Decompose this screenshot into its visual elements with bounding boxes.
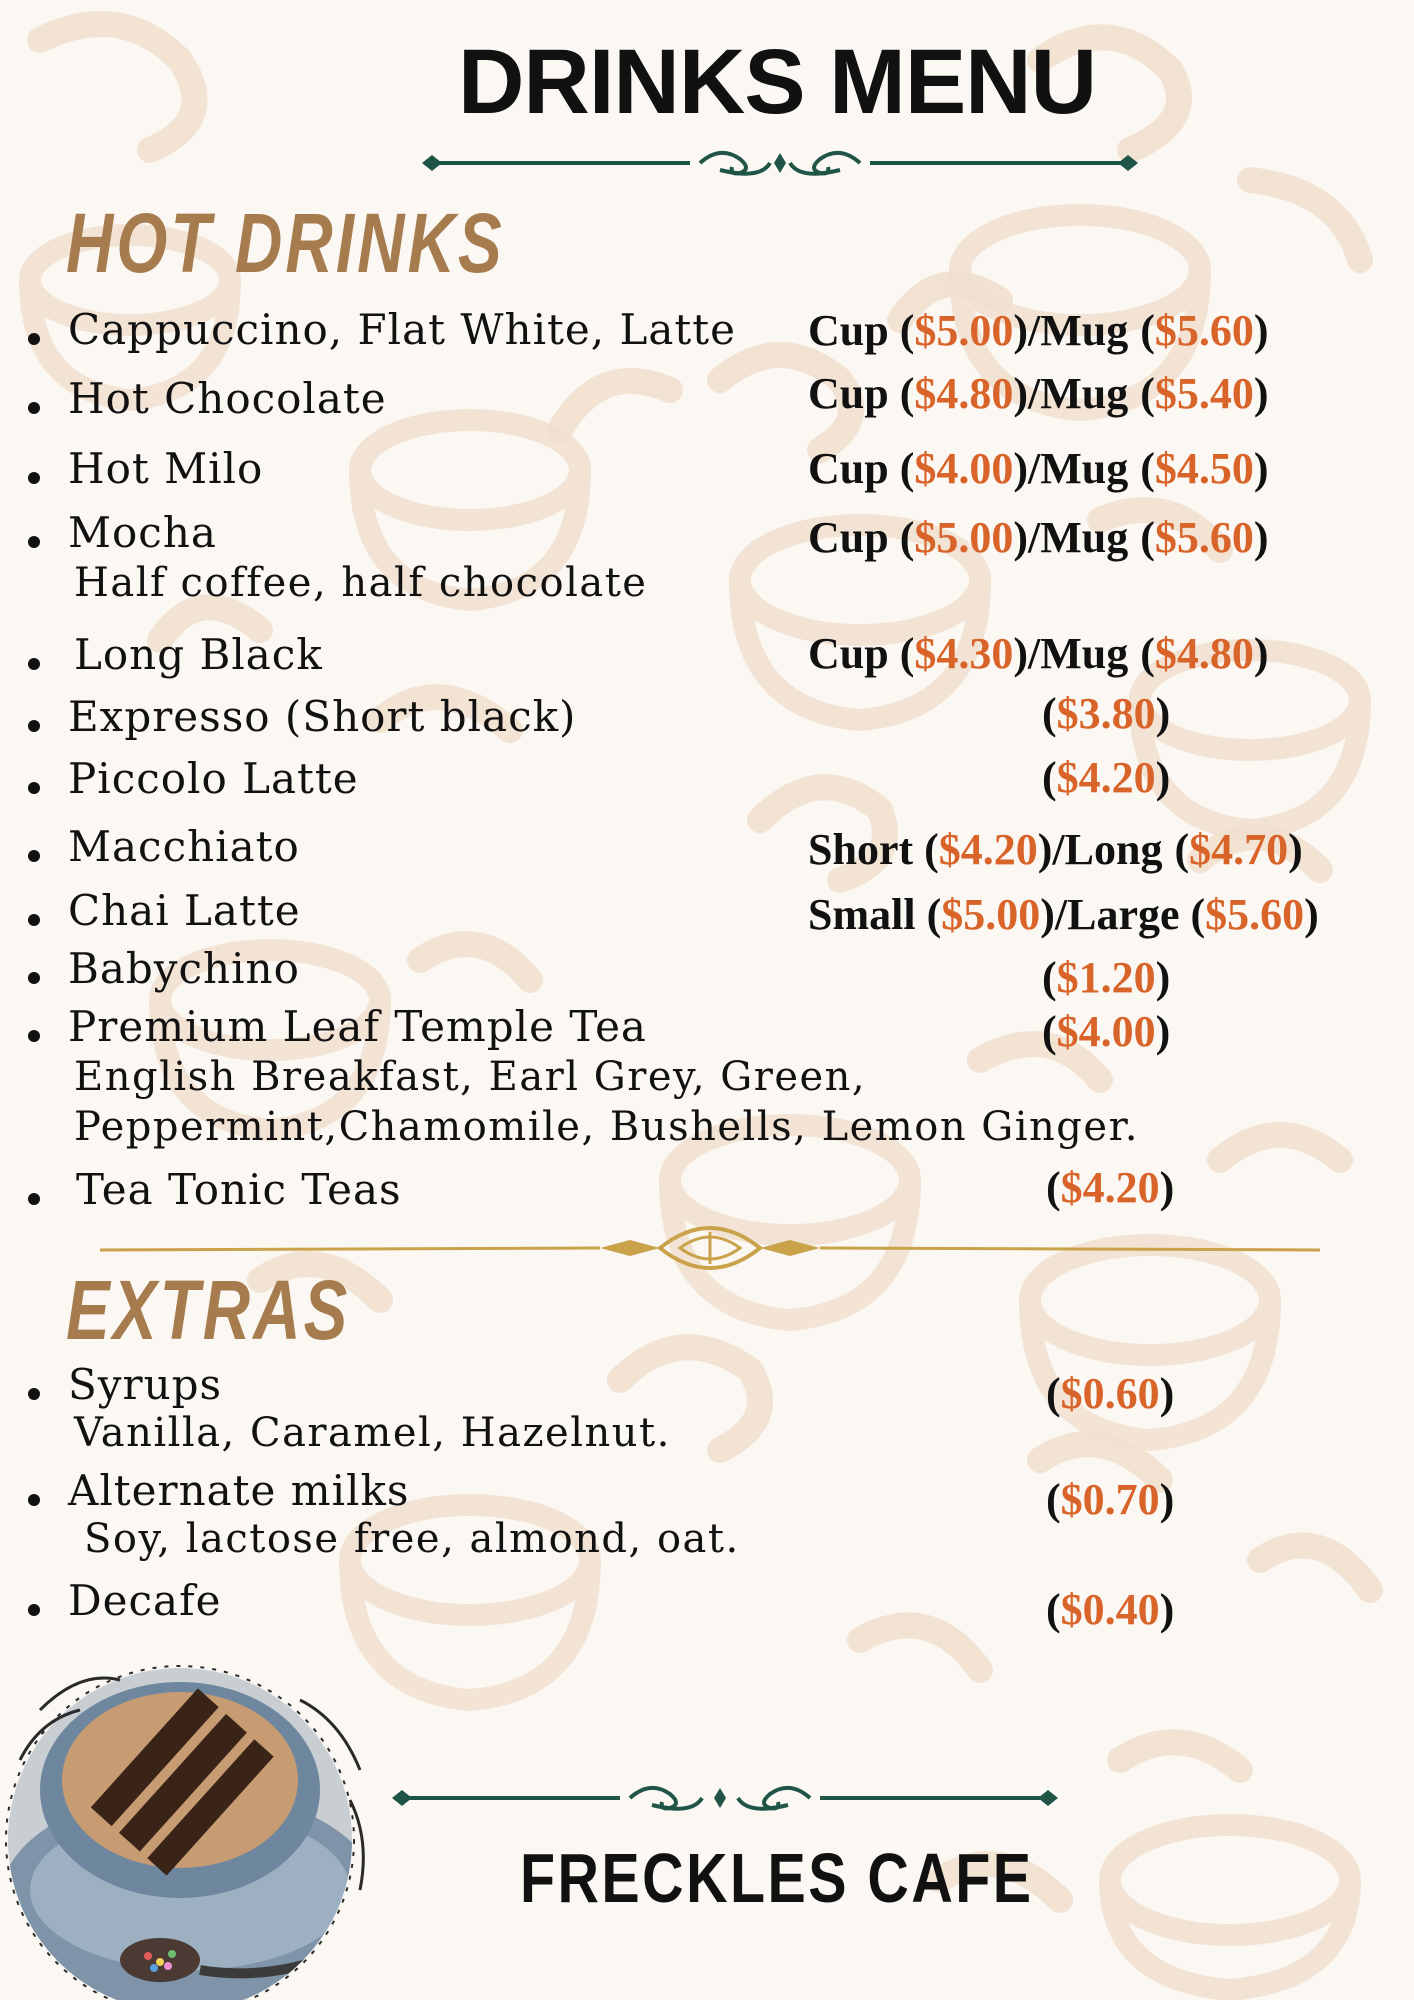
price-value: $0.60 (1060, 1369, 1160, 1418)
bullet-icon (28, 536, 40, 548)
hot-drink-item-name: Piccolo Latte (68, 754, 359, 803)
extra-item-price (1046, 1474, 1174, 1525)
price-label: ) (1155, 1007, 1171, 1056)
price-value: $4.00 (914, 444, 1014, 493)
hot-drinks-heading: HOT DRINKS (66, 196, 505, 290)
price-label: ) (1253, 369, 1269, 418)
menu-title: DRINKS MENU (457, 31, 1097, 133)
price-value: $0.40 (1060, 1585, 1160, 1634)
extra-item-price (1046, 1368, 1174, 1419)
bullet-icon (28, 972, 40, 984)
bullet-icon (28, 720, 40, 732)
price-label: ( (1042, 753, 1057, 802)
price-label: Cup ( (808, 306, 915, 355)
price-label: ) (1159, 1585, 1175, 1634)
price-label: )/Mug (1013, 444, 1129, 493)
extra-item-name: Alternate milks (68, 1466, 410, 1515)
bottom-ornament-divider (390, 1775, 1060, 1821)
hot-drink-item-name: Cappuccino, Flat White, Latte (68, 305, 736, 354)
hot-drink-item-name: Chai Latte (68, 886, 301, 935)
price-label: ( (1046, 1475, 1061, 1524)
price-label: ) (1288, 825, 1303, 874)
price-label: ( (1140, 369, 1155, 418)
price-value: $0.70 (1060, 1475, 1160, 1524)
bullet-icon (28, 782, 40, 794)
price-value: $4.00 (1056, 1007, 1156, 1056)
bullet-icon (28, 402, 40, 414)
bullet-icon (28, 850, 40, 862)
hot-drink-item-price (1046, 1162, 1174, 1213)
price-value: $5.00 (941, 890, 1041, 939)
hot-drink-item-name: Long Black (74, 630, 323, 679)
hot-drink-item-price (1042, 952, 1170, 1003)
price-label: )/Mug (1013, 629, 1129, 678)
bullet-icon (28, 472, 40, 484)
hot-drink-item-description: Half coffee, half chocolate (74, 560, 648, 606)
bullet-icon (28, 1193, 40, 1205)
hot-drink-item-price (1042, 752, 1170, 803)
hot-drink-item-price (808, 305, 1269, 356)
price-label: ) (1304, 890, 1319, 939)
price-value: $5.00 (914, 513, 1014, 562)
top-ornament-divider (420, 140, 1140, 186)
hot-drink-item-name: Hot Chocolate (68, 374, 387, 423)
hot-drink-item-name: Macchiato (68, 822, 300, 871)
price-value: $5.60 (1154, 306, 1254, 355)
price-label: ) (1253, 444, 1269, 493)
price-value: $4.80 (914, 369, 1014, 418)
price-value: $5.60 (1205, 890, 1305, 939)
price-label: Small ( (808, 890, 942, 939)
price-label: )/Mug (1013, 513, 1129, 562)
price-label: )/Mug (1013, 369, 1129, 418)
price-label: ( (1140, 444, 1155, 493)
hot-drink-item-name: Babychino (68, 944, 300, 993)
extra-item-description: Vanilla, Caramel, Hazelnut. (74, 1410, 671, 1456)
extra-item-name: Syrups (68, 1360, 223, 1409)
price-label: ) (1159, 1163, 1175, 1212)
price-label: ) (1159, 1369, 1175, 1418)
hot-drink-item-name: Tea Tonic Teas (76, 1165, 402, 1214)
price-value: $5.40 (1154, 369, 1254, 418)
hot-drink-item-price (1042, 1006, 1170, 1057)
price-value: $4.20 (1060, 1163, 1160, 1212)
hot-drink-item-name: Hot Milo (68, 444, 264, 493)
hot-drink-item-price (808, 628, 1269, 679)
price-value: $4.70 (1189, 825, 1289, 874)
bullet-icon (28, 658, 40, 670)
price-label: ( (1140, 306, 1155, 355)
extra-item-description: Soy, lactose free, almond, oat. (84, 1516, 740, 1562)
price-label: ) (1155, 753, 1171, 802)
price-value: $3.80 (1056, 689, 1156, 738)
price-value: $5.60 (1154, 513, 1254, 562)
price-label: Cup ( (808, 513, 915, 562)
extra-item-price (1046, 1584, 1174, 1635)
price-label: ( (1042, 1007, 1057, 1056)
price-value: $4.50 (1154, 444, 1254, 493)
price-label: ( (1042, 953, 1057, 1002)
price-value: $4.80 (1154, 629, 1254, 678)
bullet-icon (28, 1030, 40, 1042)
price-label: ( (1140, 629, 1155, 678)
price-label: ) (1155, 953, 1171, 1002)
hot-drink-item-name: Expresso (Short black) (68, 692, 577, 741)
bullet-icon (28, 333, 40, 345)
bullet-icon (28, 1604, 40, 1616)
price-label: ( (1046, 1369, 1061, 1418)
price-label: ) (1253, 629, 1269, 678)
hot-drink-item-name: Premium Leaf Temple Tea (68, 1002, 647, 1051)
price-label: )/Mug (1013, 306, 1129, 355)
price-value: $4.30 (914, 629, 1014, 678)
price-label: Cup ( (808, 369, 915, 418)
hot-drink-item-price (808, 443, 1269, 494)
price-label: )/Large ( (1040, 890, 1206, 939)
price-value: $1.20 (1056, 953, 1156, 1002)
hot-drink-item-price (808, 512, 1269, 563)
extras-heading: EXTRAS (66, 1263, 351, 1357)
hot-drink-item-price (808, 368, 1269, 419)
hot-drink-item-price (808, 889, 1319, 940)
hot-drink-item-price (808, 824, 1303, 875)
price-label: ) (1155, 689, 1171, 738)
price-label: ( (1042, 689, 1057, 738)
cafe-name-footer: FRECKLES CAFE (520, 1839, 1034, 1917)
extra-item-name: Decafe (68, 1576, 222, 1625)
price-label: Cup ( (808, 444, 915, 493)
bullet-icon (28, 1494, 40, 1506)
price-label: ) (1253, 513, 1269, 562)
price-label: ) (1159, 1475, 1175, 1524)
price-label: ( (1140, 513, 1155, 562)
price-value: $4.20 (1056, 753, 1156, 802)
hot-drink-item-price (1042, 688, 1170, 739)
bullet-icon (28, 914, 40, 926)
bullet-icon (28, 1388, 40, 1400)
price-label: Cup ( (808, 629, 915, 678)
price-value: $5.00 (914, 306, 1014, 355)
freckles-coffee-photo (0, 1640, 400, 2000)
price-label: Short ( (808, 825, 939, 874)
hot-drink-item-description: English Breakfast, Earl Grey, Green, (74, 1054, 867, 1100)
hot-drink-item-description: Peppermint,Chamomile, Bushells, Lemon Ginger. (74, 1104, 1140, 1150)
price-label: )/Long (1037, 825, 1163, 874)
price-value: $4.20 (938, 825, 1038, 874)
hot-drink-item-name: Mocha (68, 508, 217, 557)
price-label: ( (1046, 1163, 1061, 1212)
price-label: ( (1174, 825, 1190, 874)
price-label: ( (1046, 1585, 1061, 1634)
price-label: ) (1253, 306, 1269, 355)
